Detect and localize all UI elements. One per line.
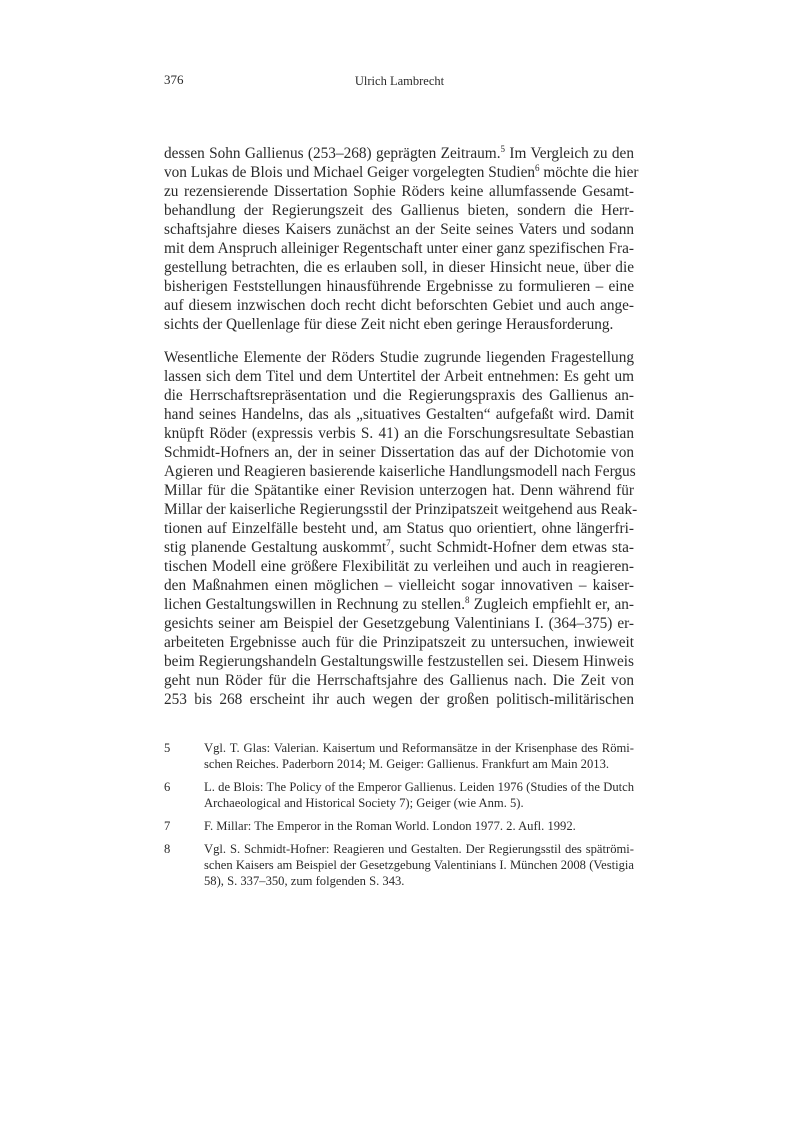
text-line (164, 367, 634, 386)
text-line (164, 258, 634, 277)
text-line (164, 538, 634, 557)
text-line (164, 462, 634, 481)
text-segment: beim Regierungshandeln Gestaltungswille festzustellen sei. Diesem Hinweis (164, 653, 634, 670)
text-segment: gestellung betrachten, die es erlauben soll, in dieser Hinsicht neue, über die (164, 259, 634, 276)
text-line (164, 690, 634, 709)
text-segment: gesichts seiner am Beispiel der Gesetzgebung Valentinians I. (364–375) er- (164, 615, 634, 632)
text-line (164, 386, 634, 405)
text-segment: Im Vergleich zu den (505, 145, 634, 162)
text-segment: Schmidt-Hofners an, der in seiner Dissertation das auf der Dichotomie von (164, 444, 634, 461)
text-segment: behandlung der Regierungszeit des Gallienus bieten, sondern die Herr- (164, 202, 634, 219)
text-segment: auf diesem inzwischen doch recht dicht beforschten Gebiet und auch ange- (164, 297, 634, 314)
text-segment: Wesentliche Elemente der Röders Studie zugrunde liegenden Fragestellung (164, 349, 634, 366)
footnote-number: 8 (164, 842, 171, 856)
text-line (164, 614, 634, 633)
footnote (164, 779, 634, 811)
page-number: 376 (164, 72, 184, 87)
text-line (164, 144, 634, 163)
footnote-line: Vgl. S. Schmidt-Hofner: Reagieren und Gestalten. Der Regierungsstil des spätrömi- (204, 842, 634, 856)
text-line (164, 277, 634, 296)
text-segment: Millar der kaiserliche Regierungsstil der Prinzipatszeit weitgehend aus Reak- (164, 501, 638, 518)
text-segment: tischen Modell eine größere Flexibilität zu verleihen und auch in reagieren- (164, 558, 634, 575)
text-line (164, 595, 634, 614)
footnote-reference[interactable]: 5 (500, 144, 506, 154)
text-line (164, 500, 638, 519)
text-segment: bisherigen Feststellungen hinausführende Ergebnisse zu formulieren – eine (164, 278, 634, 295)
text-segment: tionen auf Einzelfälle besteht und, am Status quo orientiert, ohne längerfri- (164, 520, 634, 537)
footnote-text (204, 740, 634, 772)
footnote-reference[interactable]: 6 (535, 163, 540, 173)
text-segment: mit dem Anspruch alleiniger Regentschaft unter einer ganz spezifischen Fra- (164, 240, 634, 257)
text-segment: zu rezensierende Dissertation Sophie Röders keine allumfassende Gesamt- (164, 183, 634, 200)
text-line (164, 576, 634, 595)
footnote-number: 5 (164, 741, 171, 755)
text-line (164, 315, 634, 334)
footnotes (164, 740, 634, 896)
footnote-line: F. Millar: The Emperor in the Roman World. London 1977. 2. Aufl. 1992. (204, 819, 576, 833)
paragraph (164, 144, 639, 334)
footnote-line: Archaeological and Historical Society 7); Geiger (wie Anm. 5). (204, 796, 524, 810)
footnote (164, 740, 634, 772)
text-segment: hand seines Handelns, das als „situatives Gestalten“ aufgefaßt wird. Damit (164, 406, 634, 423)
text-segment: Agieren und Reagieren basierende kaiserliche Handlungsmodell nach Fergus (164, 463, 636, 480)
text-line (164, 405, 634, 424)
text-segment: knüpft Röder (expressis verbis S. 41) an die Forschungsresultate Sebastian (164, 425, 634, 442)
footnote-number: 6 (164, 780, 171, 794)
text-line (164, 182, 634, 201)
text-line (164, 424, 634, 443)
text-segment: Millar für die Spätantike einer Revision unterzogen hat. Denn während für (164, 482, 634, 499)
footnote (164, 818, 634, 834)
text-line (164, 296, 634, 315)
text-segment: , sucht Schmidt-Hofner dem etwas sta- (390, 539, 634, 556)
text-segment: von Lukas de Blois und Michael Geiger vorgelegten Studien (164, 164, 536, 181)
text-segment: lassen sich dem Titel und dem Untertitel der Arbeit entnehmen: Es geht um (164, 368, 634, 385)
footnote-reference[interactable]: 7 (386, 538, 391, 548)
footnote-line: Vgl. T. Glas: Valerian. Kaisertum und Reformansätze in der Krisenphase des Römi- (204, 741, 634, 755)
paragraph (164, 348, 638, 709)
footnote-reference[interactable]: 8 (465, 595, 470, 605)
text-segment: den Maßnahmen einen möglichen – vielleicht sogar innovativen – kaiser- (164, 577, 634, 594)
text-segment: möchte die hier (539, 164, 639, 181)
text-segment: schaftsjahre dieses Kaisers zunächst an der Seite seines Vaters und sodann (164, 221, 634, 238)
footnote-number: 7 (164, 819, 171, 833)
body-text (164, 144, 639, 723)
footnote-line: L. de Blois: The Policy of the Emperor Gallienus. Leiden 1976 (Studies of the Dutch (204, 780, 634, 794)
text-line (164, 481, 634, 500)
text-line (164, 557, 634, 576)
text-segment: sichts der Quellenlage für diese Zeit nicht eben geringe Herausforderung. (164, 316, 614, 333)
text-segment: Zugleich empfiehlt er, an- (469, 596, 634, 613)
text-line (164, 519, 634, 538)
footnote (164, 841, 634, 889)
text-segment: geht nun Röder für die Herrschaftsjahre des Gallienus nach. Die Zeit von (164, 672, 634, 689)
text-line (164, 201, 634, 220)
text-segment: die Herrschaftsrepräsentation und die Regierungspraxis des Gallienus an- (164, 387, 634, 404)
footnote-text (204, 779, 634, 811)
footnote-text (204, 818, 634, 834)
footnote-line: schen Kaisers am Beispiel der Gesetzgebung Valentinians I. München 2008 (Vestigia (204, 858, 634, 872)
text-segment: lichen Gestaltungswillen in Rechnung zu stellen. (164, 596, 466, 613)
text-line (164, 652, 634, 671)
text-line (164, 220, 634, 239)
footnote-text (204, 841, 634, 889)
text-segment: 253 bis 268 erscheint ihr auch wegen der großen politisch-militärischen (164, 691, 634, 708)
text-segment: arbeiteten Ergebnisse auch für die Prinzipatszeit zu untersuchen, inwieweit (164, 634, 634, 651)
text-line (164, 671, 634, 690)
text-line (164, 443, 634, 462)
text-segment: dessen Sohn Gallienus (253–268) geprägten Zeitraum. (164, 145, 501, 162)
text-line (164, 348, 634, 367)
footnote-line: schen Reiches. Paderborn 2014; M. Geiger: Gallienus. Frankfurt am Main 2013. (204, 757, 610, 771)
text-line (164, 239, 634, 258)
text-segment: stig planende Gestaltung auskommt (164, 539, 387, 556)
footnote-line: 58), S. 337–350, zum folgenden S. 343. (204, 874, 405, 888)
text-line (164, 163, 639, 182)
running-head-author: Ulrich Lambrecht (354, 74, 445, 88)
text-line (164, 633, 634, 652)
